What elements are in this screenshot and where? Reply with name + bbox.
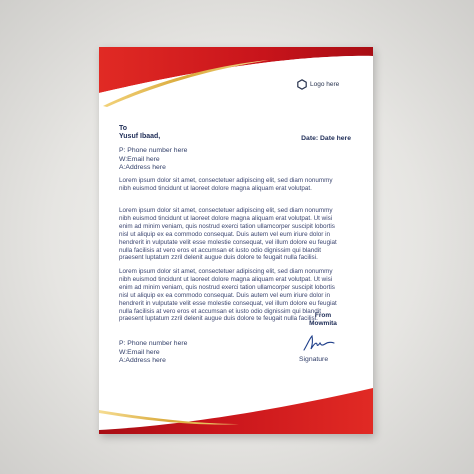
- email-text-bottom: W:Email here: [119, 348, 160, 356]
- sender-name: Mowmita: [309, 320, 337, 327]
- logo-text: Logo here: [310, 81, 340, 88]
- letterhead-page: [99, 47, 373, 434]
- to-label: To: [119, 125, 128, 132]
- header-swoosh-graphic: [99, 47, 373, 109]
- contact-block-top: [119, 147, 187, 173]
- signature-label: Signature: [299, 356, 329, 363]
- body-paragraph-3: Lorem ipsum dolor sit amet, consectetuer adipiscing elit, sed diam nonummy nibh euismod tincidunt ut laoreet dolore magna aliquam erat volutpat. Ut wisi enim ad minim veniam, quis nostrud exerci tation ullamcorper suscipit lobortis nisl ut aliquip ex ea commodo consequat. Duis autem vel eum iriure dolor in hendrerit in vulputate velit esse molestie consequat, vel illum dolore eu feugiat nulla facilisis at vero eros et accumsan et iusto odio dignissim qui blandit praesent luptatum zzril delenit augue duis dolore te feugait nulla facilisi.: [119, 268, 337, 323]
- signoff-block: [299, 312, 347, 328]
- recipient-name: Yusuf Ibaad,: [119, 133, 161, 140]
- logo-block: [297, 79, 339, 90]
- hexagon-logo-icon: [297, 79, 307, 90]
- address-text-bottom: A:Address here: [119, 357, 166, 365]
- signature-scribble-icon: [302, 333, 336, 353]
- body-paragraph-2: Lorem ipsum dolor sit amet, consectetuer adipiscing elit, sed diam nonummy nibh euismod tincidunt ut laoreet dolore magna aliquam erat volutpat. Ut wisi enim ad minim veniam, quis nostrud exerci tation ullamcorper suscipit lobortis nisl ut aliquip ex ea commodo consequat. Duis autem vel eum iriure dolor in hendrerit in vulputate velit esse molestie consequat, vel illum dolore eu feugiat nulla facilisis at vero eros et accumsan et iusto odio dignissim qui blandit praesent luptatum zzril delenit augue duis dolore te feugait nulla facilisi.: [119, 207, 337, 262]
- phone-text-bottom: P: Phone number here: [119, 340, 188, 347]
- phone-text: P: Phone number here: [119, 147, 188, 154]
- email-text: W:Email here: [119, 155, 160, 163]
- contact-block-bottom: [119, 340, 187, 366]
- footer-swoosh-graphic: [99, 380, 373, 434]
- address-text: A:Address here: [119, 164, 166, 172]
- body-paragraph-1: Lorem ipsum dolor sit amet, consectetuer adipiscing elit, sed diam nonummy nibh euismod tincidunt ut laoreet dolore magna aliquam erat volutpat.: [119, 177, 333, 192]
- recipient-block: [119, 125, 160, 141]
- from-label: From: [314, 312, 332, 319]
- date-line: Date: Date here: [301, 135, 351, 142]
